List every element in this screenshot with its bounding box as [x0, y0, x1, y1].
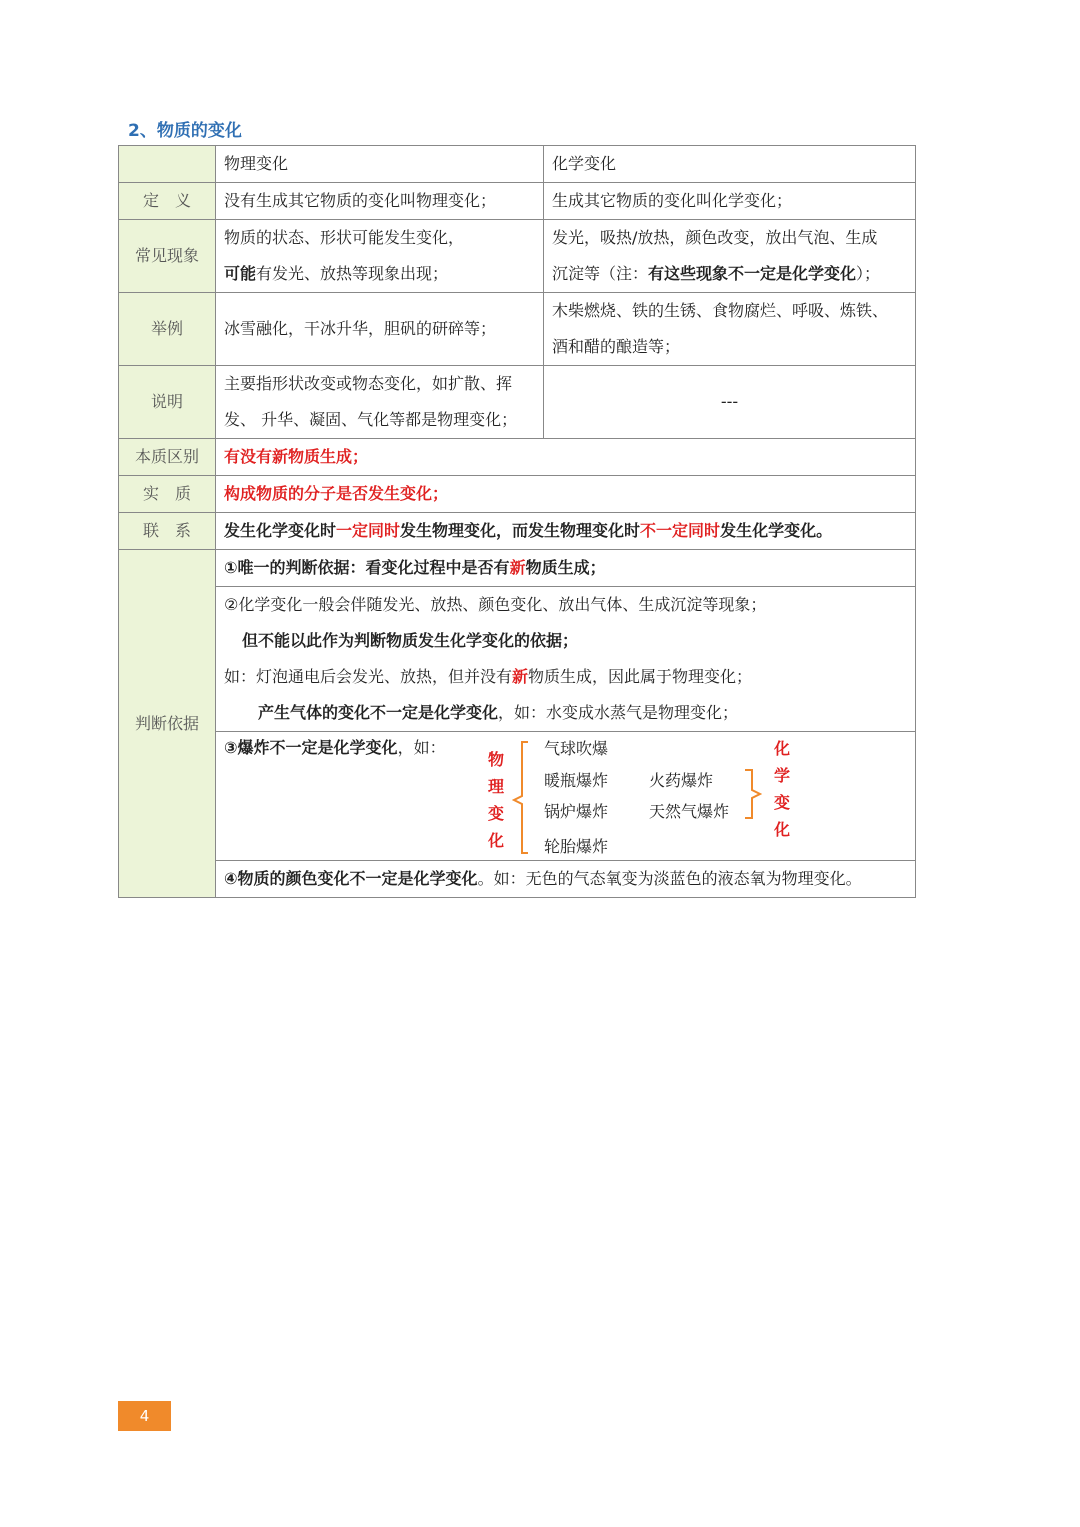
- criteria-item1-pre: ①唯一的判断依据：看变化过程中是否有: [224, 558, 510, 577]
- explanation-chemical: ---: [544, 366, 916, 439]
- phenomena-label: 常见现象: [119, 220, 216, 293]
- criteria-item2-line4-rest: ，如：水变成水蒸气是物理变化；: [498, 703, 739, 722]
- examples-chemical: [544, 293, 916, 366]
- definition-physical: 没有生成其它物质的变化叫物理变化；: [216, 183, 544, 220]
- physical-label-char: 物: [487, 750, 504, 769]
- phenomena-physical-line2: [224, 256, 535, 292]
- criteria-item3-rest: ，如：: [397, 738, 446, 757]
- essential-difference-row: [119, 439, 916, 476]
- explanation-physical: [216, 366, 544, 439]
- phenomena-chemical-line2: [552, 256, 907, 292]
- chemical-explosion-item: 天然气爆炸: [649, 802, 730, 821]
- definition-row: [119, 183, 916, 220]
- phenomena-chemical-line1: 发光，吸热/放热，颜色改变，放出气泡、生成: [552, 228, 878, 247]
- header-physical: 物理变化: [216, 146, 544, 183]
- definition-label: 定 义: [119, 183, 216, 220]
- physical-label-char: 理: [487, 777, 504, 796]
- physical-label-char: 变: [487, 804, 504, 823]
- criteria-row-4: [119, 861, 916, 898]
- phenomena-chemical-post: ）；: [856, 264, 881, 283]
- physical-label-char: 化: [487, 831, 504, 850]
- criteria-row-1: [119, 550, 916, 587]
- criteria-label: 判断依据: [119, 550, 216, 898]
- criteria-item3: [216, 732, 916, 861]
- phenomena-physical-line1: 物质的状态、形状可能发生变化，: [224, 228, 465, 247]
- examples-chemical-line2: 酒和醋的酿造等；: [552, 337, 681, 356]
- phenomena-physical-bold: 可能: [224, 264, 257, 283]
- criteria-item2-line3-red: 新: [512, 667, 529, 686]
- examples-label: 举例: [119, 293, 216, 366]
- chemical-label-char: 变: [773, 793, 790, 812]
- relation-part5: 发生化学变化。: [720, 521, 833, 540]
- relation-part4: 不一定同时: [640, 521, 721, 540]
- phenomena-chemical-bold: 有这些现象不一定是化学变化: [648, 264, 857, 283]
- essence-label: 实 质: [119, 476, 216, 513]
- criteria-item2-line3: [224, 659, 907, 695]
- header-corner: [119, 146, 216, 183]
- relation-content: [216, 513, 916, 550]
- explanation-label: 说明: [119, 366, 216, 439]
- criteria-row-2: [119, 587, 916, 732]
- criteria-row-3: [119, 732, 916, 861]
- examples-physical: 冰雪融化，干冰升华，胆矾的研碎等；: [216, 293, 544, 366]
- criteria-item3-head: [224, 735, 446, 761]
- criteria-item1-red: 新: [509, 558, 526, 577]
- phenomena-chemical: [544, 220, 916, 293]
- criteria-item2-line4: [224, 695, 907, 731]
- chemical-label-char: 化: [773, 739, 790, 758]
- criteria-item4-rest: 。如：无色的气态氧变为淡蓝色的液态氧为物理变化。: [477, 869, 862, 888]
- criteria-item3-bold: ③爆炸不一定是化学变化: [224, 738, 398, 757]
- physical-explosion-item: 轮胎爆炸: [544, 837, 609, 856]
- criteria-item4-bold: ④物质的颜色变化不一定是化学变化: [224, 869, 478, 888]
- criteria-item2-line1: ②化学变化一般会伴随发光、放热、颜色变化、放出气体、生成沉淀等现象；: [224, 595, 767, 614]
- physical-explosion-item: 气球吹爆: [544, 739, 609, 758]
- relation-part1: 发生化学变化时: [224, 521, 337, 540]
- relation-part3: 发生物理变化，而发生物理变化时: [400, 521, 641, 540]
- chemical-label-char: 化: [773, 820, 790, 839]
- essence-row: [119, 476, 916, 513]
- explanation-physical-line1: 主要指形状改变或物态变化，如扩散、挥: [224, 374, 513, 393]
- header-chemical: 化学变化: [544, 146, 916, 183]
- relation-part2: 一定同时: [336, 521, 401, 540]
- physical-bracket: [512, 740, 532, 855]
- criteria-item1-post: 物质生成；: [525, 558, 606, 577]
- section-title: 2、物质的变化: [128, 121, 242, 141]
- header-row: [119, 146, 916, 183]
- changes-comparison-table: [118, 145, 916, 898]
- essential-difference-content: 有没有新物质生成；: [216, 439, 916, 476]
- criteria-item2-line3-post: 物质生成，因此属于物理变化；: [528, 667, 753, 686]
- criteria-item1: [216, 550, 916, 587]
- essential-difference-label: 本质区别: [119, 439, 216, 476]
- criteria-item2-line2: 但不能以此作为判断物质发生化学变化的依据；: [242, 631, 579, 650]
- phenomena-physical-rest: 有发光、放热等现象出现；: [256, 264, 449, 283]
- examples-chemical-line1: 木柴燃烧、铁的生锈、食物腐烂、呼吸、炼铁、: [552, 301, 889, 320]
- relation-label: 联 系: [119, 513, 216, 550]
- physical-explosion-item: 暖瓶爆炸: [544, 771, 609, 790]
- criteria-item2: [216, 587, 916, 732]
- page-number-badge: 4: [118, 1401, 171, 1431]
- chemical-explosion-item: 火药爆炸: [649, 771, 714, 790]
- phenomena-physical: [216, 220, 544, 293]
- phenomena-chemical-pre: 沉淀等（注：: [552, 264, 649, 283]
- chemical-label-char: 学: [773, 766, 790, 785]
- criteria-item2-line4-bold: 产生气体的变化不一定是化学变化: [258, 703, 499, 722]
- physical-explosion-item: 锅炉爆炸: [544, 802, 609, 821]
- criteria-item4: [216, 861, 916, 898]
- physical-change-vertical-label: [486, 746, 506, 854]
- criteria-item2-line3-pre: 如：灯泡通电后会发光、放热，但并没有: [224, 667, 513, 686]
- definition-chemical: 生成其它物质的变化叫化学变化；: [544, 183, 916, 220]
- essence-content: 构成物质的分子是否发生变化；: [216, 476, 916, 513]
- chemical-bracket: [742, 768, 762, 820]
- explanation-row: [119, 366, 916, 439]
- explosion-diagram: [486, 732, 906, 860]
- explanation-physical-line2: 发、 升华、凝固、气化等都是物理变化；: [224, 410, 518, 429]
- examples-row: [119, 293, 916, 366]
- phenomena-row: [119, 220, 916, 293]
- relation-row: [119, 513, 916, 550]
- chemical-change-vertical-label: [772, 735, 792, 843]
